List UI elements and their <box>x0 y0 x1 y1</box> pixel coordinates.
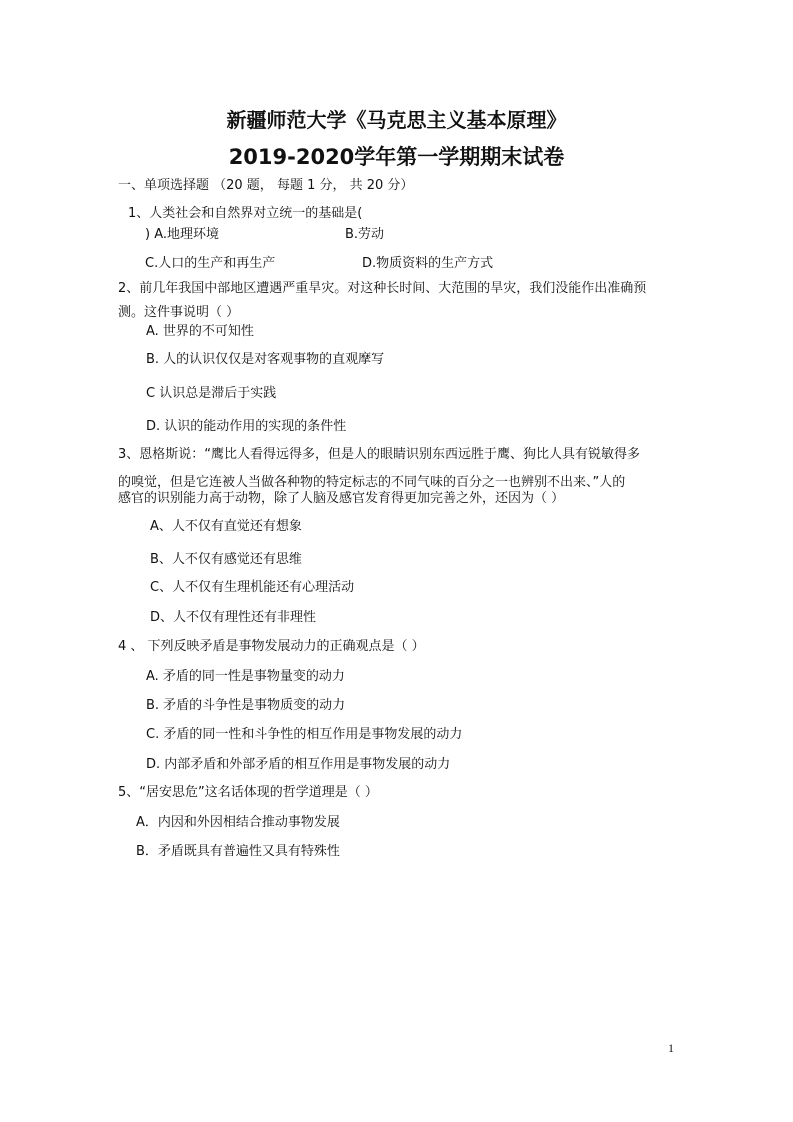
question-1-option-b: B.劳动 <box>345 227 385 242</box>
question-3-option-a: A、人不仅有直觉还有想象 <box>150 519 302 534</box>
question-4-option-d: D. 内部矛盾和外部矛盾的相互作用是事物发展的动力 <box>146 757 451 772</box>
question-2-option-d: D. 认识的能动作用的实现的条件性 <box>146 419 347 434</box>
title-line-2: 2019-2020学年第一学期期末试卷 <box>228 145 565 169</box>
question-3-stem-2: 的嗅觉，但是它连被人当做各种物的特定标志的不同气味的百分之一也辨别不出来、”人的 <box>118 475 626 490</box>
question-2-option-a: A. 世界的不可知性 <box>146 324 254 339</box>
question-1-option-a: ) A.地理环境 <box>145 227 220 242</box>
question-2-option-c: C 认识总是滞后于实践 <box>146 386 277 401</box>
question-4-option-c: C. 矛盾的同一性和斗争性的相互作用是事物发展的动力 <box>146 727 463 742</box>
title-line-1: 新疆师范大学《马克思主义基本原理》 <box>226 108 567 132</box>
question-1-option-c: C.人口的生产和再生产 <box>145 256 276 271</box>
question-1-stem: 1、人类社会和自然界对立统一的基础是( <box>128 206 363 221</box>
question-2-stem-1: 2、前几年我国中部地区遭遇严重旱灾。对这种长时间、大范围的旱灾，我们没能作出准确预 <box>118 281 647 296</box>
question-1-option-d: D.物质资料的生产方式 <box>362 256 494 271</box>
question-4-option-b: B. 矛盾的斗争性是事物质变的动力 <box>146 698 346 713</box>
question-3-stem-3: 感官的识别能力高于动物，除了人脑及感官发育得更加完善之外，还因为（ ） <box>118 491 565 506</box>
question-3-option-c: C、人不仅有生理机能还有心理活动 <box>150 580 355 595</box>
question-4-option-a: A. 矛盾的同一性是事物量变的动力 <box>146 669 345 684</box>
question-3-stem-1: 3、恩格斯说：“鹰比人看得远得多，但是人的眼睛识别东西远胜于鹰、狗比人具有锐敏得多 <box>118 447 641 462</box>
page-number: 1 <box>668 1041 674 1055</box>
question-3-option-d: D、人不仅有理性还有非理性 <box>150 610 317 625</box>
question-5-option-b: B．矛盾既具有普遍性又具有特殊性 <box>136 844 340 859</box>
section-heading: 一、单项选择题 （20 题， 每题 1 分， 共 20 分） <box>118 178 414 193</box>
question-5-stem: 5、“居安思危”这名话体现的哲学道理是（ ） <box>118 785 378 800</box>
question-2-stem-2: 测。这件事说明（ ） <box>118 305 240 320</box>
question-2-option-b: B. 人的认识仅仅是对客观事物的直观摩写 <box>146 352 385 367</box>
question-3-option-b: B、人不仅有感觉还有思维 <box>150 552 302 567</box>
question-4-stem: 4 、 下列反映矛盾是事物发展动力的正确观点是（ ） <box>118 639 425 654</box>
question-5-option-a: A．内因和外因相结合推动事物发展 <box>136 815 340 830</box>
